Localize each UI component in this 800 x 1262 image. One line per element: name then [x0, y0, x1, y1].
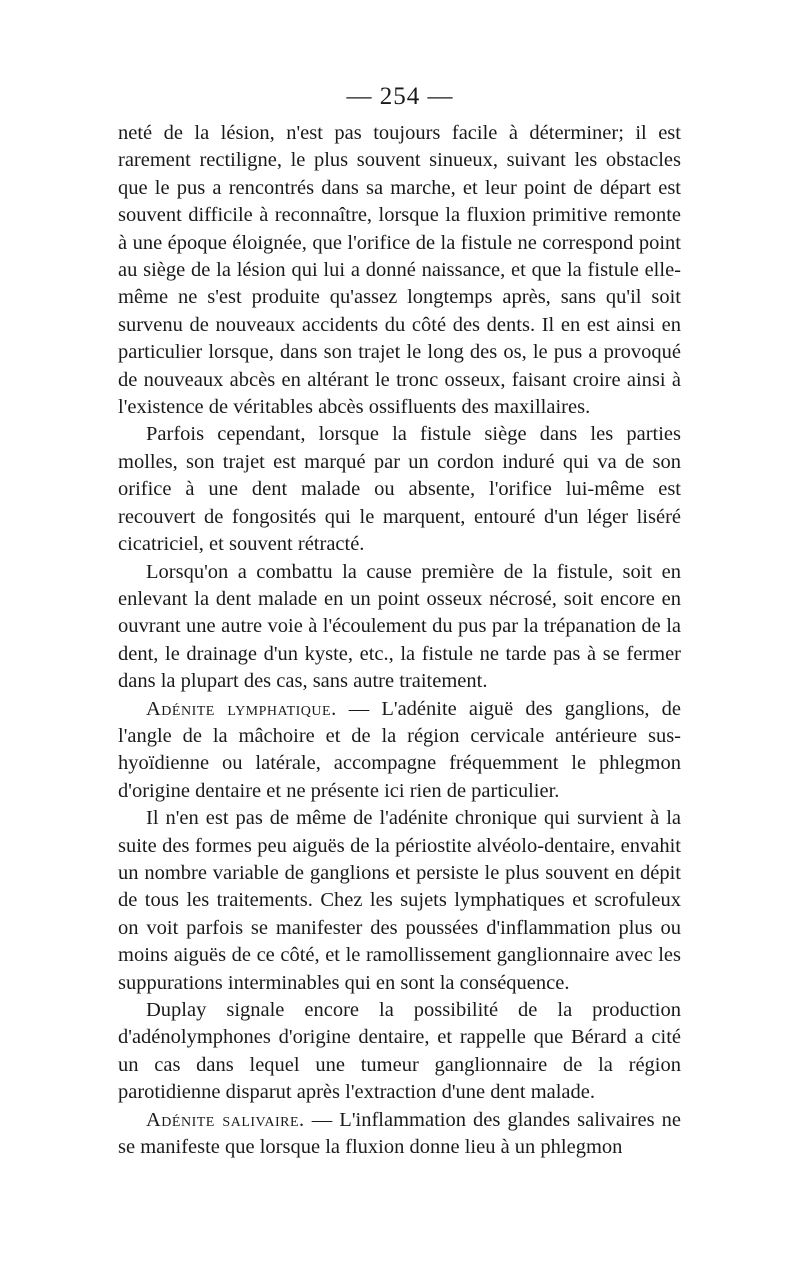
paragraph-text: — L'adénite aiguë des ganglions, de l'angle de la mâchoire et de la région cervicale antérieure sus-hyoïdienne ou latérale, accompagne fréquemment le phlegmon d'origine dentaire et ne présente ici rien de particulier. [118, 697, 681, 802]
paragraph-fistule-traitement: Lorsqu'on a combattu la cause première de la fistule, soit en enlevant la dent malade en un point osseux nécrosé, soit encore en ouvrant une autre voie à l'écoulement du pus par la trépanation de la dent, le drainage d'un kyste, etc., la fistule ne tarde pas à se fermer dans la plupart des cas, sans autre traitement. [118, 560, 681, 693]
paragraph-duplay: Duplay signale encore la possibilité de la production d'adénolymphones d'origine dentaire, et rappelle que Bérard a cité un cas dans lequel une tumeur ganglionnaire de la région parotidienne disparut après l'extraction d'une dent malade. [118, 999, 681, 1104]
paragraph-continuation: neté de la lésion, n'est pas toujours facile à déterminer; il est rarement rectiligne, le plus souvent sinueux, suivant les obstacles que le pus a rencontrés dans sa marche, et leur point de départ est souvent difficile à reconnaître, lorsque la fluxion primitive remonte à une époque éloignée, que l'orifice de la fistule ne correspond point au siège de la lésion qui lui a donné naissance, et que la fistule elle-même ne s'est produite qu'assez longtemps après, sans qu'il soit survenu de nouveaux accidents du côté des dents. Il en est ainsi en particulier lorsque, dans son trajet le long des os, le pus a provoqué de nouveaux abcès en altérant le tronc osseux, faisant croire ainsi à l'existence de véritables abcès ossifluents des maxillaires. [118, 122, 681, 419]
paragraph-adenite-chronique: Il n'en est pas de même de l'adénite chronique qui survient à la suite des formes peu aiguës de la périostite alvéolo-dentaire, envahit un nombre variable de ganglions et persiste le plus souvent en dépit de tous les traitements. Chez les sujets lymphatiques et scrofuleux on voit parfois se manifester des poussées d'inflammation plus ou moins aiguës de ce côté, et le ramollissement ganglionnaire avec les suppurations interminables qui en sont la conséquence. [118, 807, 681, 994]
paragraph-text: — L'inflammation des glandes salivaires ne se manifeste que lorsque la fluxion donne lieu à un phlegmon [118, 1108, 681, 1159]
paragraph-fistule-trajet: Parfois cependant, lorsque la fistule siège dans les parties molles, son trajet est marqué par un cordon induré qui va de son orifice à une dent malade ou absente, l'orifice lui-même est recouvert de fongosités qui le marquent, entouré d'un léger liséré cicatriciel, et souvent rétracté. [118, 423, 681, 556]
section-heading-adenite-salivaire: Adénite salivaire. [146, 1108, 305, 1131]
body-text [118, 120, 681, 1161]
page-number: — 254 — [346, 83, 454, 110]
paragraph-adenite-salivaire [118, 1107, 681, 1162]
paragraph-adenite-lymphatique [118, 696, 681, 806]
section-heading-adenite-lymphatique: Adénite lymphatique. [146, 697, 337, 720]
